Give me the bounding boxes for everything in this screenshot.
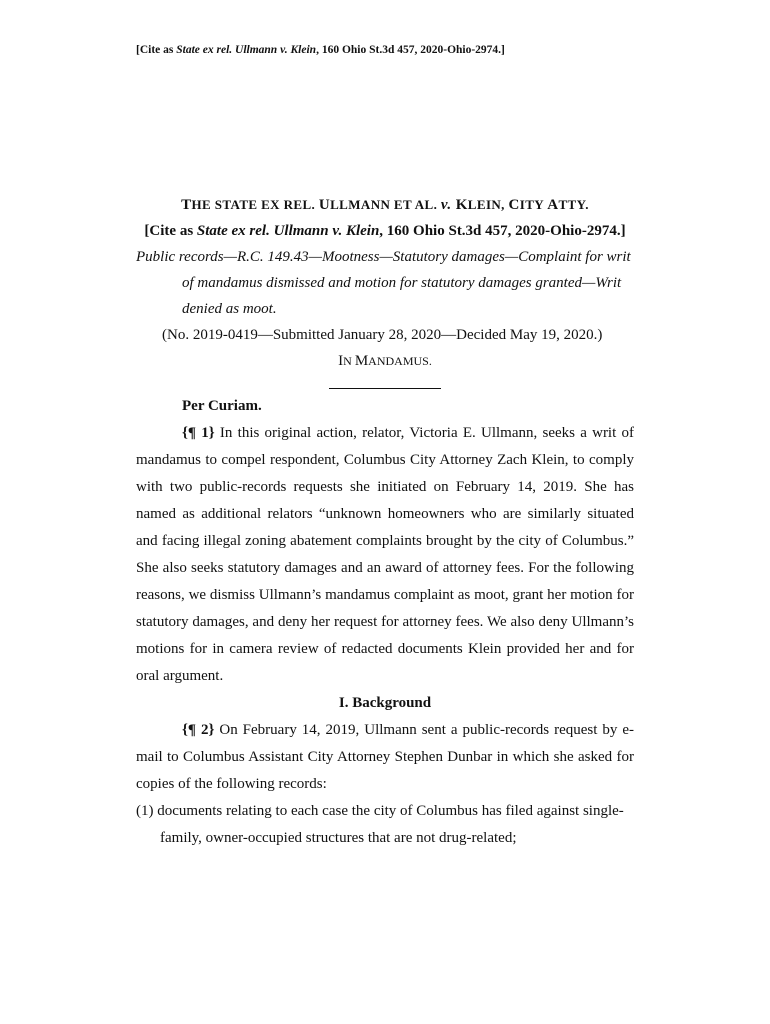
separator-rule <box>329 388 441 389</box>
syllabus: Public records—R.C. 149.43—Mootness—Statutory damages—Complaint for writ of mandamus dismissed and motion for statutory damages granted—Writ denied as moot. <box>136 249 631 317</box>
case-citation-name: State ex rel. Ullmann v. Klein <box>196 223 380 239</box>
running-header-suffix: , 160 Ohio St.3d 457, 2020-Ohio-2974.] <box>316 44 505 56</box>
paragraph-2: {¶ 2} On February 14, 2019, Ullmann sent a public-records request by e-mail to Columbus Assistant City Attorney Stephen Dunbar in which she asked for copies of the following records: <box>136 722 634 792</box>
paragraph-1: {¶ 1} In this original action, relator, Victoria E. Ullmann, seeks a writ of mandamus to compel respondent, Columbus City Attorney Zach Klein, to comply with two public-records requests she initiated on February 14, 2019. She has named as additional relators “unknown homeowners who are similarly situated and facing illegal zoning abatement complaints brought by the city of Columbus.” She also seeks statutory damages and an award of attorney fees. For the following reasons, we dismiss Ullmann’s mandamus complaint as moot, grant her motion for statutory damages, and deny her request for attorney fees. We also deny Ullmann’s motions for in camera review of redacted documents Klein provided her and for oral argument. <box>136 425 635 684</box>
in-mandamus-label: IN MANDAMUS. <box>338 353 432 369</box>
section-heading-background: I. Background <box>338 695 432 711</box>
running-header-prefix: [Cite as <box>136 44 177 56</box>
paragraph-marker: {¶ 2} <box>182 722 215 738</box>
list-item: (1) documents relating to each case the city of Columbus has filed against single-family, owner-occupied structures that are not drug-related; <box>136 803 624 846</box>
paragraph-marker: {¶ 1} <box>182 425 215 441</box>
per-curiam-heading: Per Curiam. <box>182 398 262 414</box>
running-header-case-name: State ex rel. Ullmann v. Klein <box>176 44 317 56</box>
opinion-body <box>136 192 634 852</box>
docket-line: (No. 2019-0419—Submitted January 28, 2020—Decided May 19, 2020.) <box>162 327 603 343</box>
case-citation: [Cite as State ex rel. Ullmann v. Klein, 160 Ohio St.3d 457, 2020-Ohio-2974.] <box>144 223 626 239</box>
case-caption: THE STATE EX REL. ULLMANN ET AL. v. KLEIN, CITY ATTY. <box>181 197 589 213</box>
running-header-citation <box>136 44 505 56</box>
